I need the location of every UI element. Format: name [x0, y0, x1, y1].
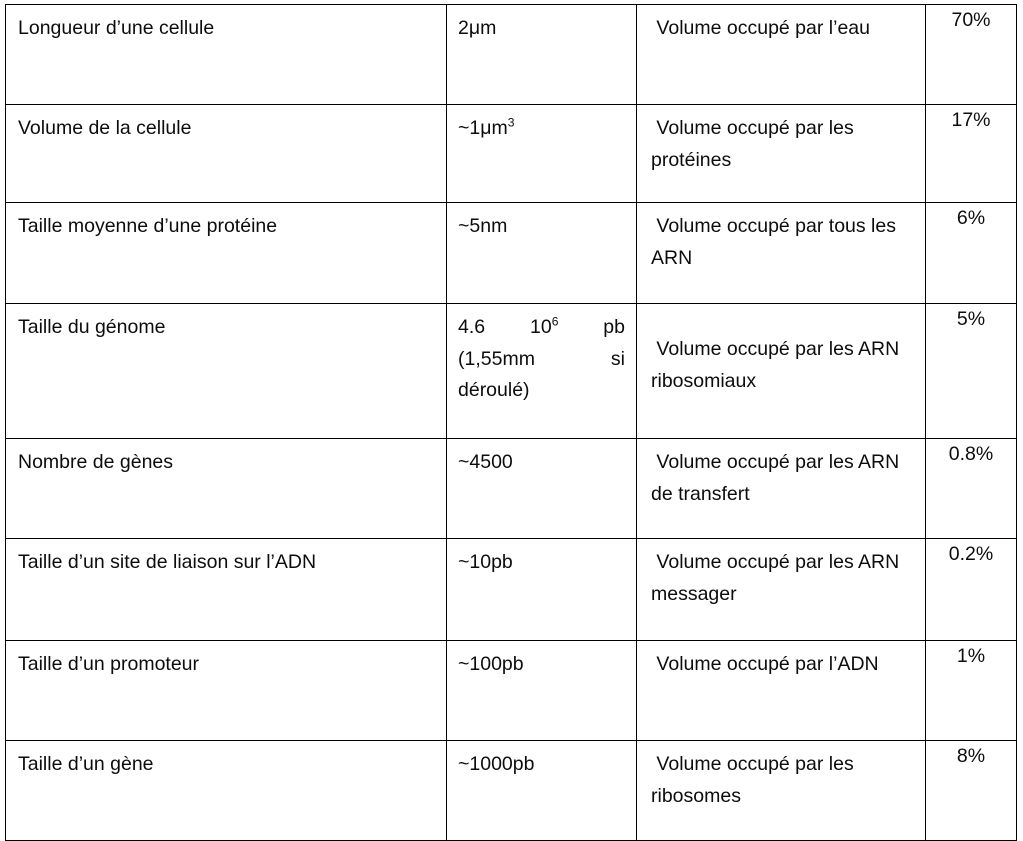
cell-parameter-value [447, 304, 637, 439]
parameter-label-text: Taille du génome [18, 316, 166, 338]
value-prefix: ~100pb [458, 653, 524, 675]
value-prefix: ~10pb [458, 551, 513, 573]
cell-percentage [926, 203, 1017, 304]
cell-parameter-label [6, 741, 447, 841]
table-row [6, 105, 1017, 203]
description-line-1: Volume occupé par les [651, 117, 854, 139]
description-line-1: Volume occupé par [651, 551, 824, 573]
parameter-label-text: Taille d’un site de liaison sur l’ADN [18, 551, 317, 573]
cell-volume-description [637, 439, 926, 539]
description-line-2: ARN ribosomiaux [651, 338, 900, 392]
percentage-text: 6% [956, 207, 986, 229]
cell-facts-table [5, 4, 1017, 841]
description-line-1: Volume occupé par [651, 215, 824, 237]
cell-percentage [926, 439, 1017, 539]
percentage-text: 8% [956, 745, 986, 767]
description-line-1: Volume occupé par les [651, 338, 854, 360]
parameter-value-text [447, 741, 636, 829]
value-prefix: ~5nm [458, 215, 508, 237]
parameter-label-text: Taille moyenne d’une protéine [18, 215, 278, 237]
cell-percentage [926, 641, 1017, 741]
cell-volume-description [637, 641, 926, 741]
table-row [6, 5, 1017, 105]
parameter-label-text: Taille d’un promoteur [18, 653, 200, 675]
parameter-label-text: Volume de la cellule [18, 117, 192, 139]
cell-parameter-label [6, 5, 447, 105]
cell-parameter-label [6, 105, 447, 203]
volume-description-text [637, 741, 925, 829]
description-line-1: Volume occupé par [651, 17, 824, 39]
cell-volume-description [637, 539, 926, 641]
percentage-text: 0.2% [948, 543, 994, 565]
cell-parameter-value [447, 439, 637, 539]
table-row [6, 641, 1017, 741]
cell-parameter-value [447, 539, 637, 641]
table-row [6, 203, 1017, 304]
parameter-value-text [447, 539, 636, 627]
cell-parameter-label [6, 304, 447, 439]
table-row [6, 439, 1017, 539]
value-prefix: ~4500 [458, 451, 513, 473]
description-line-2: tous les ARN [651, 215, 896, 269]
value-number: 4.6 10 [458, 316, 552, 338]
parameter-label-text: Taille d’un gène [18, 753, 154, 775]
value-unit: pb [603, 316, 625, 338]
cell-parameter-value [447, 203, 637, 304]
description-line-1: Volume occupé par [651, 753, 824, 775]
volume-description-text [637, 439, 925, 527]
description-line-2: les ARN messager [651, 551, 900, 605]
cell-parameter-label [6, 439, 447, 539]
parameter-value-text [447, 304, 636, 407]
percentage-text: 17% [951, 109, 991, 131]
cell-volume-description [637, 105, 926, 203]
percentage-text: 5% [956, 308, 986, 330]
cell-parameter-label [6, 539, 447, 641]
cell-parameter-value [447, 641, 637, 741]
parameter-value-text [447, 5, 636, 93]
table-row [6, 741, 1017, 841]
cell-volume-description [637, 5, 926, 105]
cell-parameter-value [447, 741, 637, 841]
value-justified-line-1 [458, 312, 625, 344]
volume-description-text [637, 304, 925, 397]
parameter-value-text [447, 105, 636, 193]
value-prefix: 2μm [458, 17, 497, 39]
description-line-2: ARN de transfert [651, 451, 900, 505]
cell-parameter-label [6, 203, 447, 304]
cell-percentage [926, 105, 1017, 203]
cell-parameter-label [6, 641, 447, 741]
cell-parameter-value [447, 105, 637, 203]
percentage-text: 0.8% [948, 443, 994, 465]
volume-description-text [637, 203, 925, 291]
parameter-label-text: Nombre de gènes [18, 451, 174, 473]
description-line-1: Volume occupé par les [651, 451, 854, 473]
description-line-2: les ribosomes [651, 753, 854, 807]
table-body [6, 5, 1017, 841]
percentage-text: 70% [951, 9, 991, 31]
percentage-text: 1% [956, 645, 986, 667]
cell-percentage [926, 304, 1017, 439]
cell-volume-description [637, 203, 926, 304]
value-justified-line-2: (1,55mm si [458, 347, 625, 370]
cell-parameter-value [447, 5, 637, 105]
value-justified-line-3: déroulé) [458, 379, 530, 402]
description-line-2: protéines [651, 148, 732, 171]
parameter-value-text [447, 439, 636, 527]
description-line-2: l’ADN [828, 653, 879, 675]
table-row [6, 304, 1017, 439]
volume-description-text [637, 105, 925, 193]
parameter-value-text [447, 641, 636, 729]
description-line-1: Volume occupé par [651, 653, 824, 675]
parameter-value-text [447, 203, 636, 291]
value-superscript: 3 [507, 115, 515, 130]
parameter-label-text: Longueur d’une cellule [18, 17, 215, 39]
value-prefix: ~1μm [458, 117, 508, 139]
cell-percentage [926, 741, 1017, 841]
value-prefix: ~1000pb [458, 753, 535, 775]
volume-description-text [637, 539, 925, 627]
cell-volume-description [637, 741, 926, 841]
cell-volume-description [637, 304, 926, 439]
cell-percentage [926, 5, 1017, 105]
description-line-2: l’eau [828, 17, 870, 39]
volume-description-text [637, 641, 925, 729]
table-row [6, 539, 1017, 641]
volume-description-text [637, 5, 925, 93]
value-superscript: 6 [551, 314, 559, 329]
cell-percentage [926, 539, 1017, 641]
